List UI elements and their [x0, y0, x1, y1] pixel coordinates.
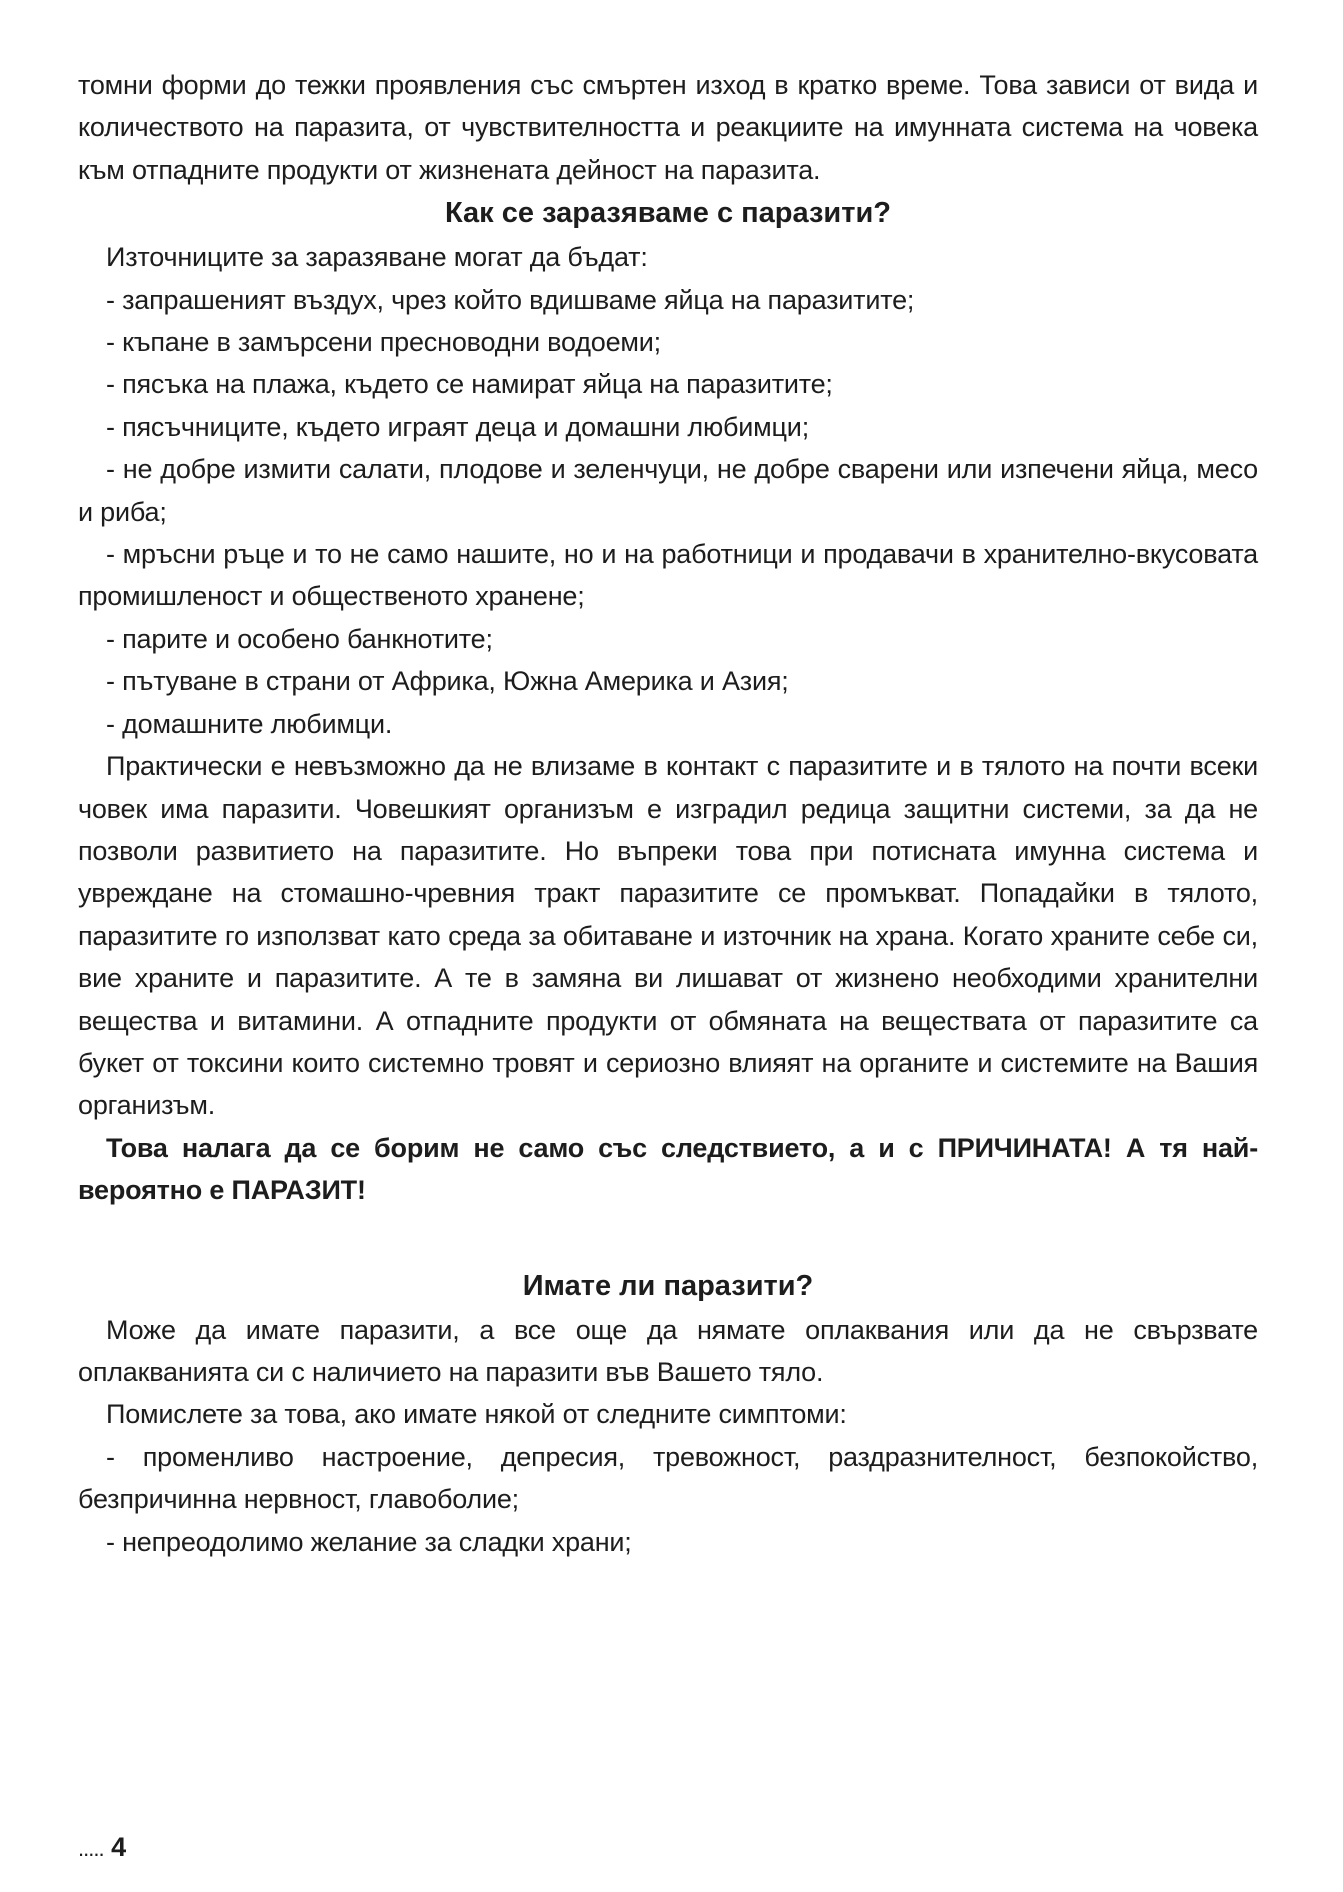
emphasis-paragraph: Това налага да се борим не само със следствието, а и с ПРИЧИНАТА! А тя най-вероятно е ПАРАЗИТ!	[78, 1132, 1258, 1206]
intro-paragraph: томни форми до тежки проявления със смъртен изход в кратко време. Това зависи от вида и количеството на паразита, от чувствителността и реакциите на имунната система на човека към отпадните продукти от жизнената дейност на паразита.	[78, 70, 1258, 185]
list-item: - парите и особено банкнотите;	[106, 623, 493, 654]
list-item: - непреодолимо желание за сладки храни;	[106, 1526, 632, 1557]
body-paragraph: Може да имате паразити, а все още да нямате оплаквания или да не свързвате оплакванията си с наличието на паразити във Вашето тяло.	[78, 1314, 1258, 1387]
body-paragraph: Практически е невъзможно да не влизаме в контакт с паразитите и в тялото на почти всеки човек има паразити. Човешкият организъм е изградил редица защитни системи, за да не позволи развитието на паразитите. Но въпреки това при потисната имунна система и увреждане на стомашно-чревния тракт паразитите се промъкват. Попадайки в тялото, паразитите го използват като среда за обитаване и източник на храна. Когато храните себе си, вие храните и паразитите. А те в замяна ви лишават от жизнено необходими хранителни вещества и витамини. А отпадните продукти от обмяната на веществата от паразитите са букет от токсини които системно тровят и сериозно влияят на органите и системите на Вашия организъм.	[78, 751, 1258, 1121]
list-item: - пътуване в страни от Африка, Южна Америка и Азия;	[106, 666, 789, 697]
page-number	[78, 1832, 126, 1864]
list-item: - пясъчниците, където играят деца и домашни любимци;	[106, 411, 809, 442]
list-item: - къпане в замърсени пресноводни водоеми;	[106, 327, 661, 358]
section-spacer	[78, 1212, 1258, 1264]
list-item: - пясъка на плажа, където се намират яйца на паразитите;	[106, 369, 833, 400]
page-body	[78, 64, 1258, 1563]
section-heading-symptoms: Имате ли паразити?	[522, 1269, 814, 1302]
symptoms-lead: Помислете за това, ако имате някой от следните симптоми:	[106, 1399, 847, 1430]
list-item: - домашните любимци.	[106, 708, 393, 739]
sources-lead: Източниците за заразяване могат да бъдат:	[106, 242, 648, 273]
list-item: - мръсни ръце и то не само нашите, но и на работници и продавачи в хранително-вкусовата промишленост и общественото хранене;	[78, 539, 1258, 612]
page-number-value: 4	[111, 1832, 127, 1862]
list-item: - запрашеният въздух, чрез който вдишваме яйца на паразитите;	[106, 284, 915, 315]
list-item: - не добре измити салати, плодове и зеленчуци, не добре сварени или изпечени яйца, месо и риба;	[78, 454, 1258, 527]
section-heading-infection: Как се заразяваме с паразити?	[445, 197, 891, 230]
list-item: - променливо настроение, депресия, тревожност, раздразнителност, безпокойство, безпричинна нервност, главоболие;	[78, 1441, 1258, 1515]
page-number-dots: .....	[78, 1836, 104, 1861]
